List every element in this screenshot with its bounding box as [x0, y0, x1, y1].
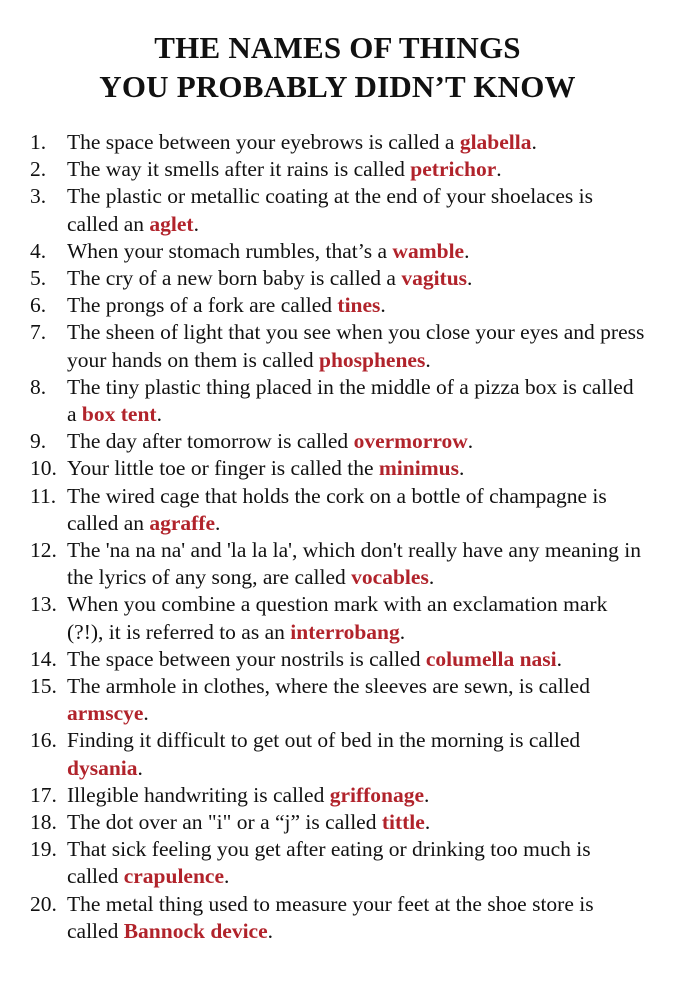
list-item: [30, 727, 645, 781]
item-text: Your little toe or finger is called the: [67, 456, 379, 481]
item-term: Bannock device: [123, 918, 268, 943]
item-punctuation: .: [224, 864, 230, 889]
item-term: griffonage: [329, 782, 425, 807]
item-number: 3.: [30, 184, 47, 209]
item-punctuation: .: [424, 782, 430, 807]
item-term: agraffe: [149, 510, 216, 535]
list-item: [30, 428, 645, 455]
list-item: [30, 183, 645, 237]
item-number: 20.: [30, 891, 57, 916]
item-punctuation: .: [424, 810, 431, 835]
item-text: That sick feeling you get after eating or drinking too much is called: [67, 837, 591, 889]
list-item: [30, 455, 645, 482]
list-item: [30, 782, 645, 809]
item-term: glabella: [459, 130, 532, 154]
item-number: 5.: [30, 266, 47, 291]
item-term: minimus: [378, 456, 459, 481]
item-term: overmorrow: [353, 429, 468, 454]
item-term: dysania: [67, 755, 138, 780]
list-item: [30, 292, 645, 319]
item-text: The plastic or metallic coating at the end of your shoelaces is called an: [67, 184, 593, 236]
item-text: The dot over an "i" or a “j” is called: [67, 810, 382, 835]
item-text: Illegible handwriting is called: [67, 782, 330, 807]
list-item: [30, 646, 645, 673]
item-punctuation: .: [425, 347, 431, 372]
item-term: tines: [337, 293, 381, 318]
item-term: petrichor: [410, 157, 497, 182]
item-number: 6.: [30, 293, 47, 318]
facts-list: [30, 129, 645, 945]
item-punctuation: .: [467, 266, 473, 291]
item-number: 9.: [30, 429, 47, 454]
item-punctuation: .: [399, 619, 406, 644]
item-text: Finding it difficult to get out of bed in the morning is called: [67, 728, 581, 753]
item-punctuation: .: [458, 456, 465, 481]
list-item: [30, 836, 645, 890]
item-text: The wired cage that holds the cork on a bottle of champagne is called an: [67, 483, 607, 535]
item-number: 13.: [30, 592, 57, 617]
item-punctuation: .: [464, 238, 470, 263]
item-term: vagitus: [401, 266, 468, 291]
item-punctuation: .: [215, 510, 221, 535]
list-item: [30, 129, 645, 156]
item-term: interrobang: [290, 619, 400, 644]
list-item: [30, 809, 645, 836]
item-text: The prongs of a fork are called: [67, 293, 338, 318]
item-term: phosphenes: [318, 347, 426, 372]
item-text: The space between your eyebrows is called a: [67, 130, 460, 154]
item-text: The 'na na na' and 'la la la', which don't really have any meaning in the lyrics of any song, are called: [67, 538, 641, 590]
item-number: 11.: [30, 483, 57, 508]
item-number: 1.: [30, 130, 47, 154]
item-term: aglet: [149, 211, 194, 236]
item-term: armscye: [67, 701, 144, 726]
item-text: The metal thing used to measure your feet at the shoe store is called: [67, 891, 594, 943]
item-number: 12.: [30, 538, 57, 563]
item-number: 10.: [30, 456, 57, 481]
list-item: [30, 156, 645, 183]
item-punctuation: .: [137, 755, 143, 780]
item-number: 4.: [30, 238, 47, 263]
item-punctuation: .: [467, 429, 474, 454]
item-text: The sheen of light that you see when you close your eyes and press your hands on them is called: [67, 320, 645, 372]
item-text: The way it smells after it rains is called: [67, 157, 411, 182]
list-item: [30, 537, 645, 591]
item-number: 8.: [30, 374, 47, 399]
item-text: When you combine a question mark with an exclamation mark (?!), it is referred to as an: [67, 592, 608, 644]
item-punctuation: .: [193, 211, 199, 236]
item-term: wamble: [392, 238, 465, 263]
title-line-1: THE NAMES OF THINGS: [154, 30, 521, 65]
list-item: [30, 673, 645, 727]
list-item: [30, 891, 645, 945]
item-number: 19.: [30, 837, 57, 862]
item-text: The tiny plastic thing placed in the middle of a pizza box is called a: [67, 374, 634, 427]
list-item: [30, 483, 645, 537]
list-item: [30, 591, 645, 645]
item-term: tittle: [381, 810, 425, 835]
list-item: [30, 265, 645, 292]
page-title: [30, 28, 645, 106]
list-item: [30, 374, 645, 428]
item-text: When your stomach rumbles, that’s a: [67, 238, 393, 263]
list-item: [30, 319, 645, 373]
title-line-2: YOU PROBABLY DIDN’T KNOW: [99, 69, 576, 104]
item-punctuation: .: [267, 918, 274, 943]
item-number: 7.: [30, 320, 47, 345]
item-punctuation: .: [531, 130, 537, 154]
item-number: 16.: [30, 728, 57, 753]
item-term: box tent: [81, 402, 157, 427]
item-number: 2.: [30, 157, 47, 182]
item-text: The armhole in clothes, where the sleeves are sewn, is called: [67, 674, 590, 699]
item-number: 14.: [30, 646, 57, 671]
item-term: crapulence: [123, 864, 225, 889]
item-term: vocables: [351, 565, 429, 590]
item-punctuation: .: [156, 402, 162, 427]
item-term: columella nasi: [425, 646, 557, 671]
item-punctuation: .: [556, 646, 562, 671]
item-text: The day after tomorrow is called: [67, 429, 354, 454]
item-number: 15.: [30, 674, 57, 699]
item-number: 17.: [30, 782, 57, 807]
item-number: 18.: [30, 810, 57, 835]
item-punctuation: .: [428, 565, 435, 590]
item-punctuation: .: [496, 157, 502, 182]
list-item: [30, 238, 645, 265]
item-text: The space between your nostrils is called: [67, 646, 426, 671]
item-punctuation: .: [143, 701, 149, 726]
item-text: The cry of a new born baby is called a: [67, 266, 402, 291]
item-punctuation: .: [380, 293, 386, 318]
